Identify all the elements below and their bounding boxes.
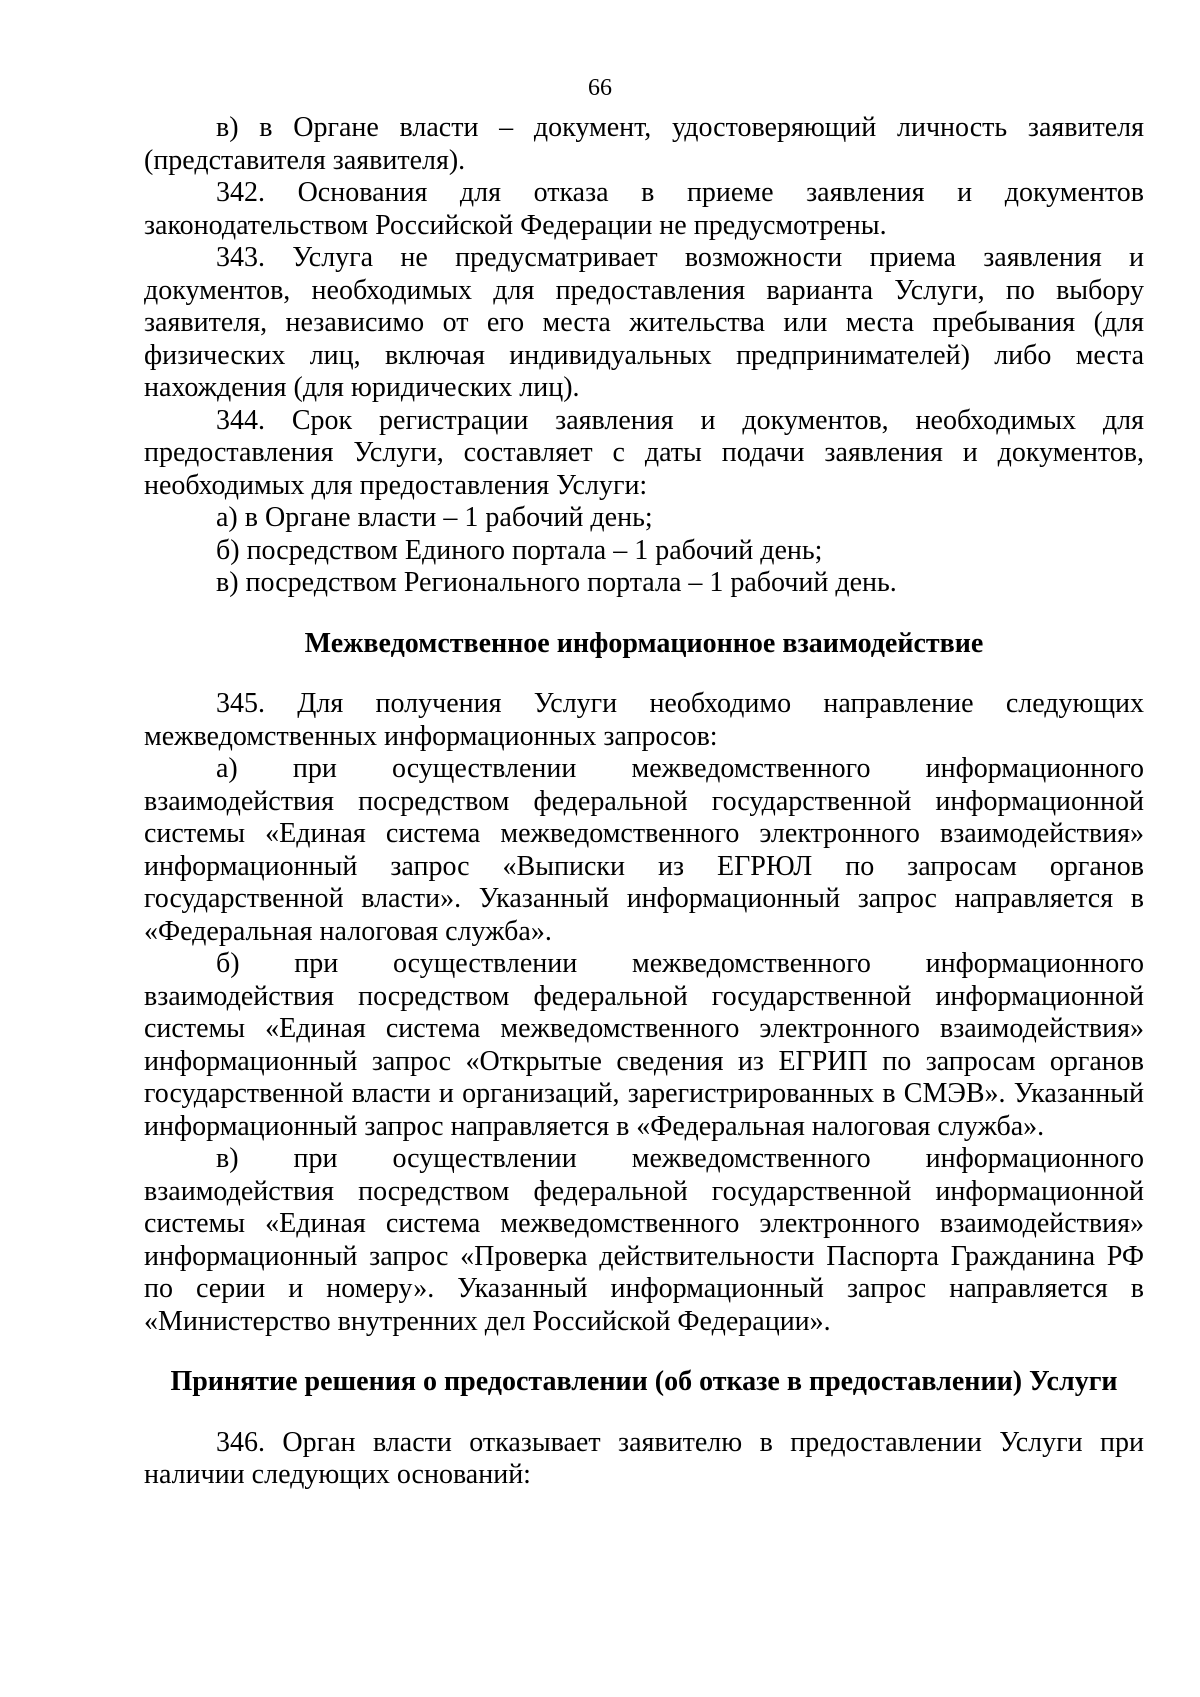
paragraph-345-v: в) при осуществлении межведомственного информационного взаимодействия посредством федеральной государственной информационной системы «Единая система межведомственного электронного взаимодействия» информационный запрос «Проверка действительности Паспорта Гражданина РФ по серии и номеру». Указанный информационный запрос направляется в «Министерство внутренних дел Российской Федерации». bbox=[144, 1143, 1144, 1337]
paragraph-345-b: б) при осуществлении межведомственного информационного взаимодействия посредством федеральной государственной информационной системы «Единая система межведомственного электронного взаимодействия» информационный запрос «Открытые сведения из ЕГРИП по запросам органов государственной власти и организаций, зарегистрированных в СМЭВ». Указанный информационный запрос направляется в «Федеральная налоговая служба». bbox=[144, 948, 1144, 1142]
paragraph-345: 345. Для получения Услуги необходимо направление следующих межведомственных информационных запросов: bbox=[144, 688, 1144, 752]
paragraph-344-a: а) в Органе власти – 1 рабочий день; bbox=[216, 502, 653, 533]
page-number: 66 bbox=[588, 75, 612, 101]
paragraph-342: 342. Основания для отказа в приеме заявления и документов законодательством Российской Федерации не предусмотрены. bbox=[144, 177, 1144, 241]
paragraph-343: 343. Услуга не предусматривает возможности приема заявления и документов, необходимых для предоставления варианта Услуги, по выбору заявителя, независимо от его места жительства или места пребывания (для физических лиц, включая индивидуальных предпринимателей) либо места нахождения (для юридических лиц). bbox=[144, 242, 1144, 403]
paragraph-344-b: б) посредством Единого портала – 1 рабочий день; bbox=[216, 534, 823, 566]
section-heading-decision: Принятие решения о предоставлении (об отказе в предоставлении) Услуги bbox=[170, 1366, 1118, 1397]
paragraph-346: 346. Орган власти отказывает заявителю в предоставлении Услуги при наличии следующих оснований: bbox=[144, 1426, 1144, 1490]
section-heading-interagency: Межведомственное информационное взаимодействие bbox=[304, 627, 984, 659]
document-body bbox=[144, 112, 1144, 1492]
paragraph-344-v: в) посредством Регионального портала – 1 рабочий день. bbox=[216, 567, 897, 598]
paragraph-345-a: а) при осуществлении межведомственного информационного взаимодействия посредством федеральной государственной информационной системы «Единая система межведомственного электронного взаимодействия» информационный запрос «Выписки из ЕГРЮЛ по запросам органов государственной власти». Указанный информационный запрос направляется в «Федеральная налоговая служба». bbox=[144, 753, 1144, 947]
paragraph-344: 344. Срок регистрации заявления и документов, необходимых для предоставления Услуги, составляет с даты подачи заявления и документов, необходимых для предоставления Услуги: bbox=[144, 404, 1144, 501]
paragraph-item-v-id-document: в) в Органе власти – документ, удостоверяющий личность заявителя (представителя заявителя). bbox=[144, 112, 1144, 176]
